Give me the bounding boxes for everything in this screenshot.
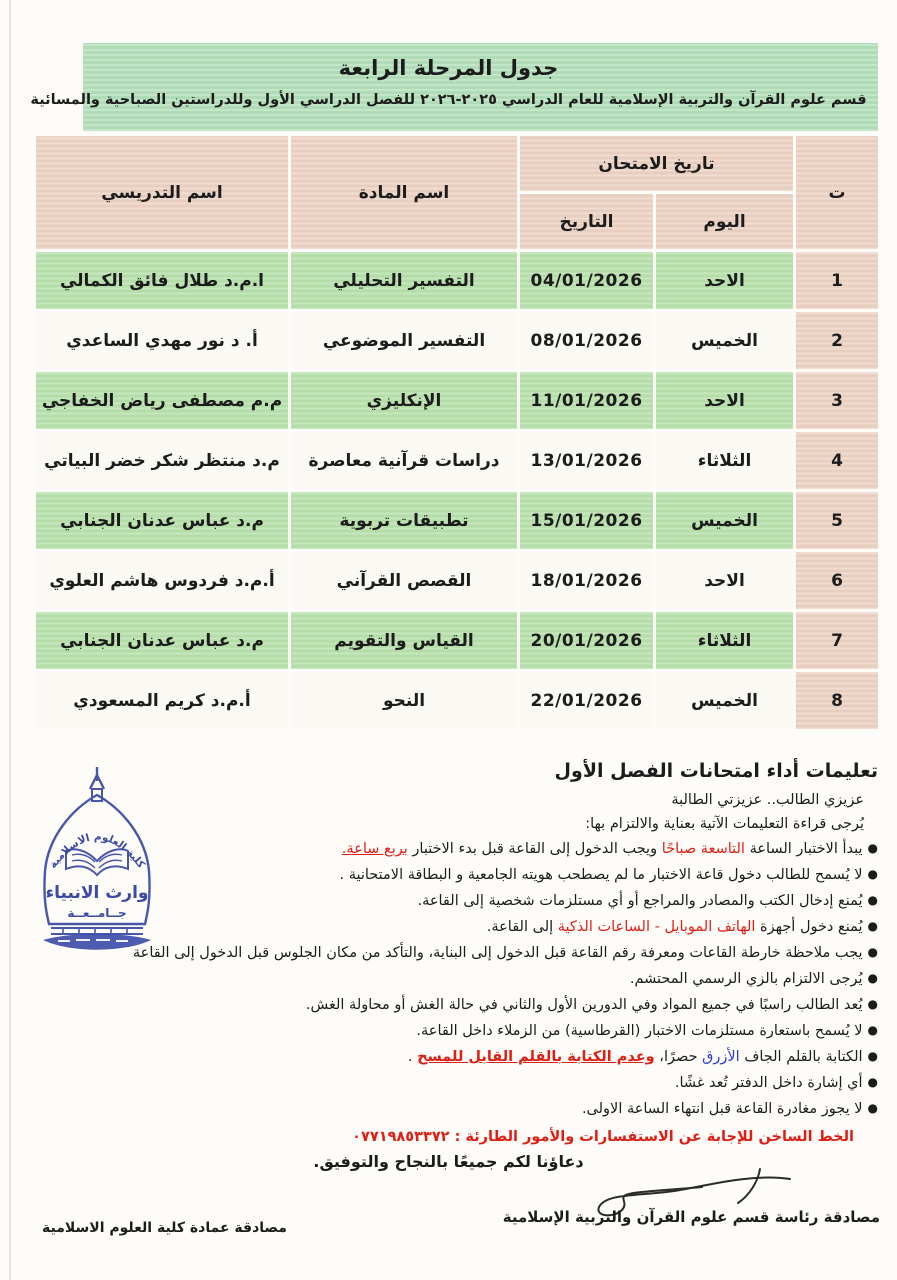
instruction-text: لا يجوز مغادرة القاعة قبل انتهاء الساعة الاولى. [581, 1101, 863, 1117]
row-instructor: أ.م.د كريم المسعودي [35, 671, 290, 731]
row-date: 22/01/2026 [519, 671, 655, 731]
row-day: الثلاثاء [655, 611, 795, 671]
bullet-icon: ● [867, 867, 878, 881]
row-instructor: م.د منتظر شكر خضر البياتي [35, 431, 290, 491]
instruction-text: لا يُسمح للطالب دخول قاعة الاختبار ما لم يصطحب هويته الجامعية و البطاقة الامتحانية . [339, 867, 863, 883]
scan-artifact-left-line [9, 0, 11, 1280]
header-instructor: اسم التدريسي [35, 135, 290, 251]
row-number: 1 [795, 251, 880, 311]
row-day: الاحد [655, 251, 795, 311]
row-instructor: أ. د نور مهدي الساعدي [35, 311, 290, 371]
row-number: 2 [795, 311, 880, 371]
row-subject: تطبيقات تربوية [290, 491, 519, 551]
row-day: الثلاثاء [655, 431, 795, 491]
closing-prayer: دعاؤنا لكم جميعًا بالنجاح والتوفيق. [313, 1152, 584, 1171]
row-number: 3 [795, 371, 880, 431]
row-number: 4 [795, 431, 880, 491]
instruction-text: يجب ملاحظة خارطة القاعات ومعرفة رقم القاعة قبل الدخول إلى البناية، والتأكد من مكان الجلوس قبل الدخول إلى القاعة [132, 945, 863, 961]
instruction-text: يُرجى الالتزام بالزي الرسمي المحتشم. [629, 971, 863, 987]
row-day: الخميس [655, 311, 795, 371]
table-body [35, 251, 880, 731]
row-number: 6 [795, 551, 880, 611]
table-row [35, 551, 880, 611]
table-header [35, 135, 880, 251]
instruction-item [32, 1096, 878, 1122]
row-date: 18/01/2026 [519, 551, 655, 611]
table-row [35, 611, 880, 671]
instruction-text: الهاتف الموبايل - الساعات الذكية [557, 919, 756, 935]
row-subject: القصص القرآني [290, 551, 519, 611]
table-row [35, 491, 880, 551]
instruction-text: أي إشارة داخل الدفتر تُعد غشًا. [674, 1075, 863, 1091]
row-date: 11/01/2026 [519, 371, 655, 431]
bullet-icon: ● [867, 841, 878, 855]
stamp-book-icon [66, 849, 128, 875]
header-day: اليوم [655, 193, 795, 251]
row-subject: التفسير الموضوعي [290, 311, 519, 371]
row-date: 08/01/2026 [519, 311, 655, 371]
instructions-greeting: عزيزي الطالب.. عزيزتي الطالبة [671, 792, 864, 808]
row-number: 7 [795, 611, 880, 671]
stamp-sub-text: جــامــعــة [67, 906, 127, 920]
row-instructor: ا.م.د طلال فائق الكمالي [35, 251, 290, 311]
row-number: 8 [795, 671, 880, 731]
row-day: الخميس [655, 491, 795, 551]
header-exam-date: تاريخ الامتحان [519, 135, 795, 193]
instruction-item [32, 1018, 878, 1044]
table-row [35, 251, 880, 311]
instruction-text: حصرًا، [654, 1049, 703, 1065]
row-day: الاحد [655, 371, 795, 431]
bullet-icon: ● [867, 1075, 878, 1089]
row-number: 5 [795, 491, 880, 551]
schedule-subtitle: قسم علوم القرآن والتربية الإسلامية للعام الدراسي ٢٠٢٥-٢٠٢٦ للفصل الدراسي الأول وللدراستين الصباحية والمسائية [30, 92, 867, 108]
bullet-icon: ● [867, 919, 878, 933]
row-date: 13/01/2026 [519, 431, 655, 491]
row-subject: القياس والتقويم [290, 611, 519, 671]
instruction-text: إلى القاعة. [486, 919, 558, 935]
table-row [35, 371, 880, 431]
instructions-title: تعليمات أداء امتحانات الفصل الأول [554, 760, 878, 782]
row-date: 04/01/2026 [519, 251, 655, 311]
row-subject: التفسير التحليلي [290, 251, 519, 311]
instruction-text: بربع ساعة. [341, 841, 408, 857]
instruction-text: . [407, 1049, 418, 1065]
instruction-text: يبدأ الاختبار الساعة [744, 841, 863, 857]
row-day: الاحد [655, 551, 795, 611]
bullet-icon: ● [867, 893, 878, 907]
svg-text:كلية العلوم الاسلامية [47, 831, 148, 871]
bullet-icon: ● [867, 1101, 878, 1115]
instruction-text: ويجب الدخول إلى القاعة قبل بدء الاختبار [407, 841, 662, 857]
instruction-text: يُمنع دخول أجهزة [755, 919, 863, 935]
instruction-text: الكتابة بالقلم الجاف [739, 1049, 863, 1065]
table-row [35, 671, 880, 731]
header-serial: ت [795, 135, 880, 251]
bullet-icon: ● [867, 945, 878, 959]
bullet-icon: ● [867, 1023, 878, 1037]
instruction-item [32, 1044, 878, 1070]
row-instructor: م.م مصطفى رياض الخفاجي [35, 371, 290, 431]
hotline-text: الخط الساخن للإجابة عن الاستفسارات والأمور الطارئة : ٠٧٧١٩٨٥٣٣٧٢ [352, 1129, 854, 1145]
college-approval-text: مصادقة عمادة كلية العلوم الاسلامية [42, 1220, 287, 1236]
bullet-icon: ● [867, 1049, 878, 1063]
row-instructor: أ.م.د فردوس هاشم العلوي [35, 551, 290, 611]
header-date: التاريخ [519, 193, 655, 251]
instruction-item [32, 992, 878, 1018]
instruction-text: وعدم الكتابة بالقلم القابل للمسح [417, 1049, 655, 1065]
header-subject: اسم المادة [290, 135, 519, 251]
schedule-title: جدول المرحلة الرابعة [338, 56, 559, 80]
table-row [35, 311, 880, 371]
department-approval-text: مصادقة رئاسة قسم علوم القرآن والتربية الإسلامية [502, 1208, 880, 1226]
row-date: 15/01/2026 [519, 491, 655, 551]
exam-schedule-table [33, 133, 881, 732]
instruction-text: يُمنع إدخال الكتب والمصادر والمراجع أو أي مستلزمات شخصية إلى القاعة. [417, 893, 863, 909]
table-header-row-1 [35, 135, 880, 193]
bullet-icon: ● [867, 971, 878, 985]
instruction-text: الأزرق [702, 1049, 740, 1065]
row-instructor: م.د عباس عدنان الجنابي [35, 611, 290, 671]
row-subject: دراسات قرآنية معاصرة [290, 431, 519, 491]
stamp-arc-text: كلية العلوم الاسلامية [46, 830, 148, 871]
table-row [35, 431, 880, 491]
row-subject: الإنكليزي [290, 371, 519, 431]
row-date: 20/01/2026 [519, 611, 655, 671]
instruction-text: التاسعة صباحًا [661, 841, 745, 857]
row-day: الخميس [655, 671, 795, 731]
instruction-item [32, 1070, 878, 1096]
instruction-text: لا يُسمح باستعارة مستلزمات الاختبار (القرطاسية) من الزملاء داخل القاعة. [416, 1023, 863, 1039]
instructions-intro: يُرجى قراءة التعليمات الآتية بعناية والالتزام بها: [585, 816, 864, 832]
row-instructor: م.د عباس عدنان الجنابي [35, 491, 290, 551]
instruction-text: يُعد الطالب راسبًا في جميع المواد وفي الدورين الأول والثاني في حالة الغش أو محاولة الغش. [305, 997, 863, 1013]
row-subject: النحو [290, 671, 519, 731]
bullet-icon: ● [867, 997, 878, 1011]
stamp-main-text: وارث الانبياء [45, 883, 149, 903]
university-stamp [24, 765, 176, 970]
